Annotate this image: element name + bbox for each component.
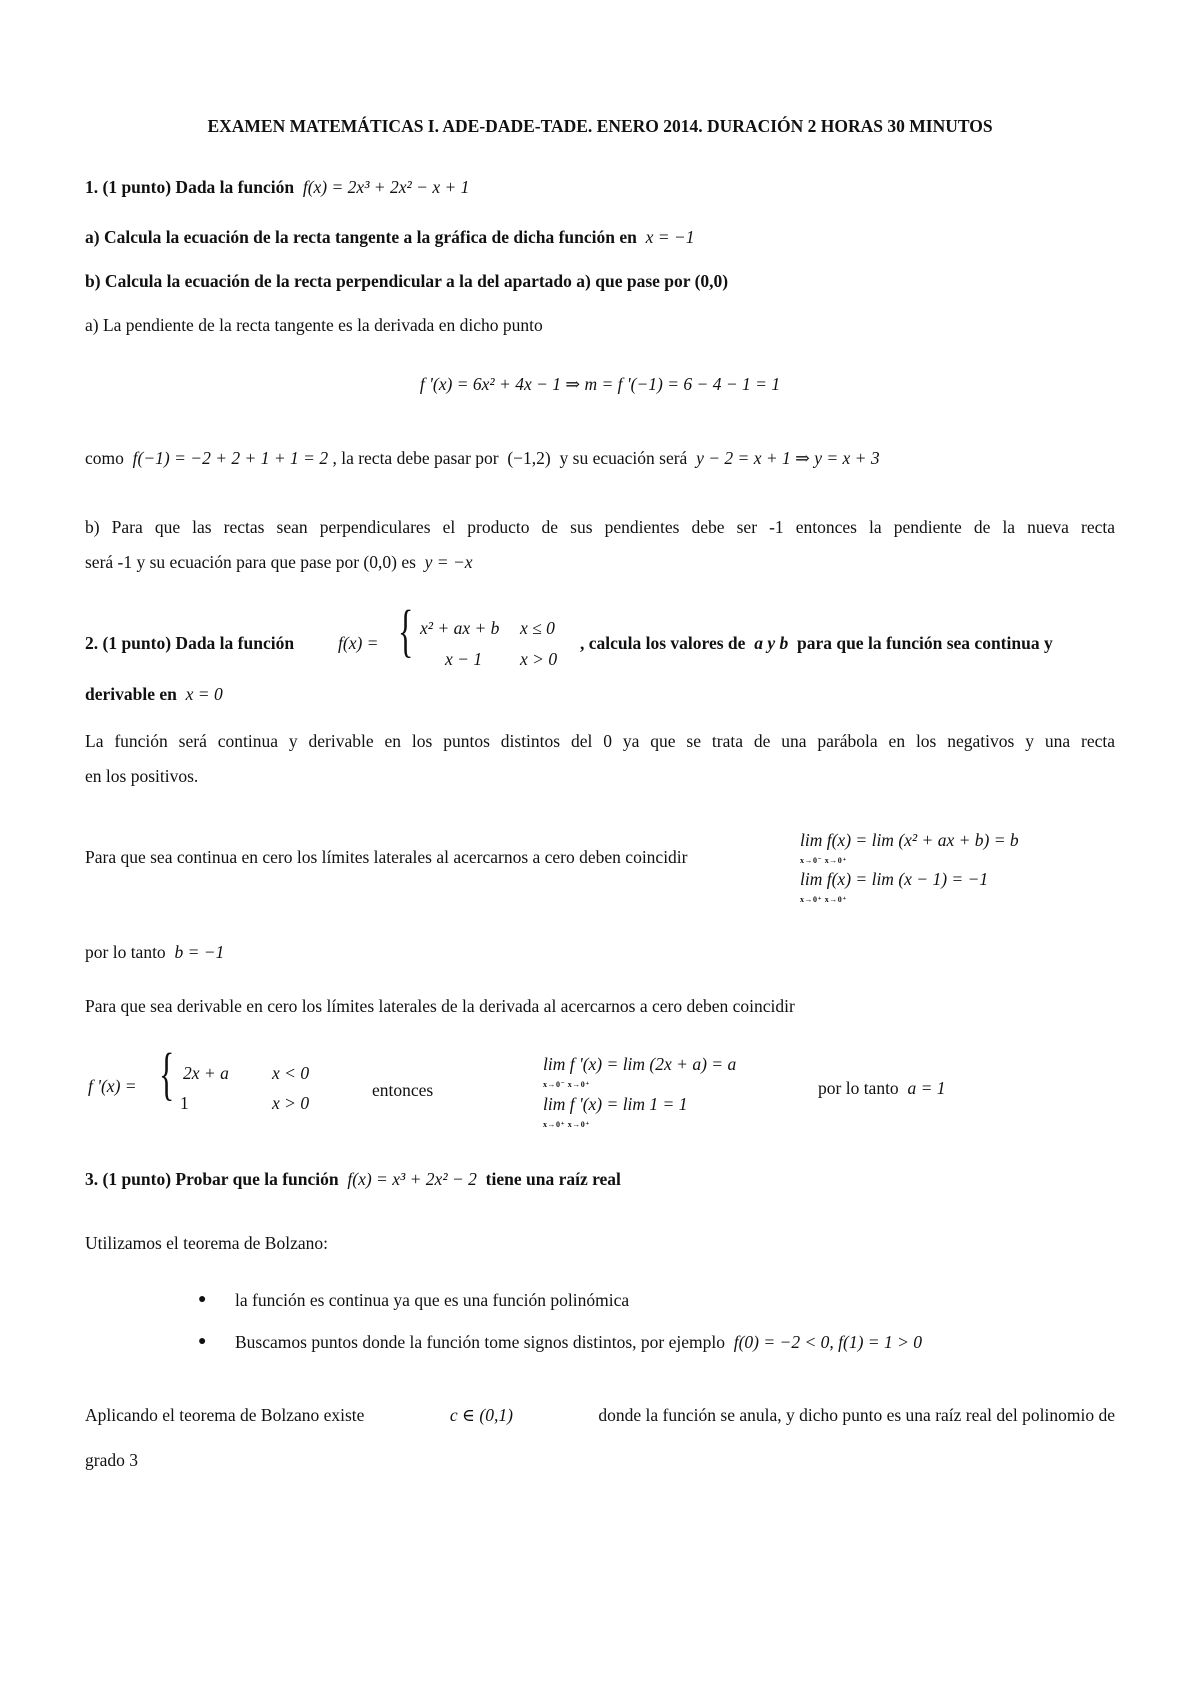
q1-perpendicular-result: y = −x — [424, 552, 473, 572]
q1-part-b: b) Calcula la ecuación de la recta perpendicular a la del apartado a) que pase por (0,0) — [85, 271, 729, 291]
q2-fp-case1-expr: 2x + a — [183, 1063, 229, 1083]
q1-eval-formula: f(−1) = −2 + 2 + 1 + 1 = 2 — [132, 448, 329, 468]
q1-part-a — [85, 226, 695, 248]
q2-limit-left-sub: x→0⁻ x→0⁺ — [800, 856, 847, 865]
q2-statement-vars: a y b — [754, 633, 789, 653]
q2-case1-cond: x ≤ 0 — [520, 618, 555, 638]
q2-limit-right-sub: x→0⁺ x→0⁺ — [800, 895, 847, 904]
q2-case1-expr: x² + ax + b — [420, 618, 500, 638]
q2-limit-left: lim f(x) = lim (x² + ax + b) = b — [800, 830, 1019, 850]
q3-label-end: tiene una raíz real — [485, 1169, 621, 1189]
q2-case2-cond: x > 0 — [520, 649, 558, 669]
q2-statement-line2 — [85, 683, 223, 705]
q2-b-result: b = −1 — [174, 942, 225, 962]
q2-limit-right: lim f(x) = lim (x − 1) = −1 — [800, 869, 989, 889]
q1-recta-text: , la recta debe pasar por — [332, 448, 499, 468]
q2-brace: { — [398, 598, 414, 663]
q3-bullet-1: la función es continua ya que es una función polinómica — [235, 1290, 630, 1310]
q3-conclusion-line1 — [85, 1404, 1115, 1426]
q1-part-a-point: x = −1 — [645, 227, 695, 247]
q1-tangent-result: y − 2 = x + 1 ⇒ y = x + 3 — [696, 448, 880, 468]
q2-a-result-line — [818, 1077, 946, 1099]
q1-derivative-formula: f '(x) = 6x² + 4x − 1 ⇒ m = f '(−1) = 6 − 4 − 1 = 1 — [419, 374, 781, 394]
bullet-icon: ● — [198, 1334, 207, 1349]
q2-point: x = 0 — [185, 684, 223, 704]
q2-statement-rest — [580, 632, 1053, 654]
q3-concl-a: Aplicando el teorema de Bolzano existe — [85, 1405, 365, 1425]
q1-sol-b-line2 — [85, 551, 473, 573]
q1-point: (−1,2) — [507, 448, 551, 468]
q3-label: 3. (1 punto) Probar que la función — [85, 1169, 339, 1189]
q3-bullet-2-formula: f(0) = −2 < 0, f(1) = 1 > 0 — [733, 1332, 923, 1352]
q1-como: como — [85, 448, 124, 468]
q2-fp-case2-expr: 1 — [180, 1093, 189, 1113]
q1-sol-b-text: será -1 y su ecuación para que pase por (0,0) es — [85, 552, 416, 572]
q1-ecuacion-text: y su ecuación será — [559, 448, 688, 468]
q2-label: 2. (1 punto) Dada la función — [85, 633, 295, 653]
q1-function: f(x) = 2x³ + 2x² − x + 1 — [302, 177, 470, 197]
q2-a-result: a = 1 — [907, 1078, 946, 1098]
q2-case2-expr: x − 1 — [445, 649, 483, 669]
q2-fp-case1-cond: x < 0 — [272, 1063, 310, 1083]
q2-b-result-line — [85, 941, 224, 963]
q1-sol-a-intro: a) La pendiente de la recta tangente es la derivada en dicho punto — [85, 315, 543, 335]
q2-derivable-text: derivable en — [85, 684, 177, 704]
q2-b-result-text: por lo tanto — [85, 942, 166, 962]
q3-bullet-2-text: Buscamos puntos donde la función tome signos distintos, por ejemplo — [235, 1332, 725, 1352]
q1-statement — [85, 176, 469, 198]
q2-fprime-eq: f '(x) = — [88, 1076, 137, 1096]
q3-function: f(x) = x³ + 2x² − 2 — [347, 1169, 477, 1189]
q2-intro-line1: La función será continua y derivable en los puntos distintos del 0 ya que se trata de una parábola en los negativos y una recta — [85, 731, 1115, 751]
q3-statement — [85, 1168, 621, 1190]
q2-a-result-text: por lo tanto — [818, 1078, 899, 1098]
q2-dlimit-left: lim f '(x) = lim (2x + a) = a — [543, 1054, 737, 1074]
q1-label: 1. (1 punto) Dada la función — [85, 177, 295, 197]
q2-intro-line2: en los positivos. — [85, 766, 199, 786]
q2-dlimit-right: lim f '(x) = lim 1 = 1 — [543, 1094, 688, 1114]
q2-derivability-text: Para que sea derivable en cero los límites laterales de la derivada al acercarnos a cero deben coincidir — [85, 996, 795, 1016]
q2-f-eq: f(x) = — [338, 633, 379, 653]
q2-statement-a: , calcula los valores de — [580, 633, 746, 653]
q3-concl-formula: c ∈ (0,1) — [449, 1405, 513, 1425]
q2-statement-b: para que la función sea continua y — [796, 633, 1053, 653]
q3-conclusion-line2: grado 3 — [85, 1450, 138, 1470]
bullet-icon: ● — [198, 1292, 207, 1307]
exam-title: EXAMEN MATEMÁTICAS I. ADE-DADE-TADE. ENERO 2014. DURACIÓN 2 HORAS 30 MINUTOS — [207, 116, 993, 136]
q1-part-a-text: a) Calcula la ecuación de la recta tangente a la gráfica de dicha función en — [85, 227, 637, 247]
q3-bullet-2 — [235, 1331, 922, 1353]
q2-entonces: entonces — [372, 1080, 434, 1100]
q2-dlimit-right-sub: x→0⁺ x→0⁺ — [543, 1120, 590, 1129]
q2-fp-case2-cond: x > 0 — [272, 1093, 310, 1113]
q1-sol-b-line1: b) Para que las rectas sean perpendiculares el producto de sus pendientes debe ser -1 entonces la pendiente de la nueva recta — [85, 517, 1115, 537]
q2-dlimit-left-sub: x→0⁻ x→0⁺ — [543, 1080, 590, 1089]
q3-intro: Utilizamos el teorema de Bolzano: — [85, 1233, 328, 1253]
q3-concl-b: donde la función se anula, y dicho punto es una raíz real del polinomio de — [598, 1405, 1115, 1425]
q1-sol-a-line — [85, 447, 880, 469]
q2-continuity-text: Para que sea continua en cero los límites laterales al acercarnos a cero deben coincidir — [85, 847, 688, 867]
q2-fprime-brace: { — [159, 1041, 175, 1106]
